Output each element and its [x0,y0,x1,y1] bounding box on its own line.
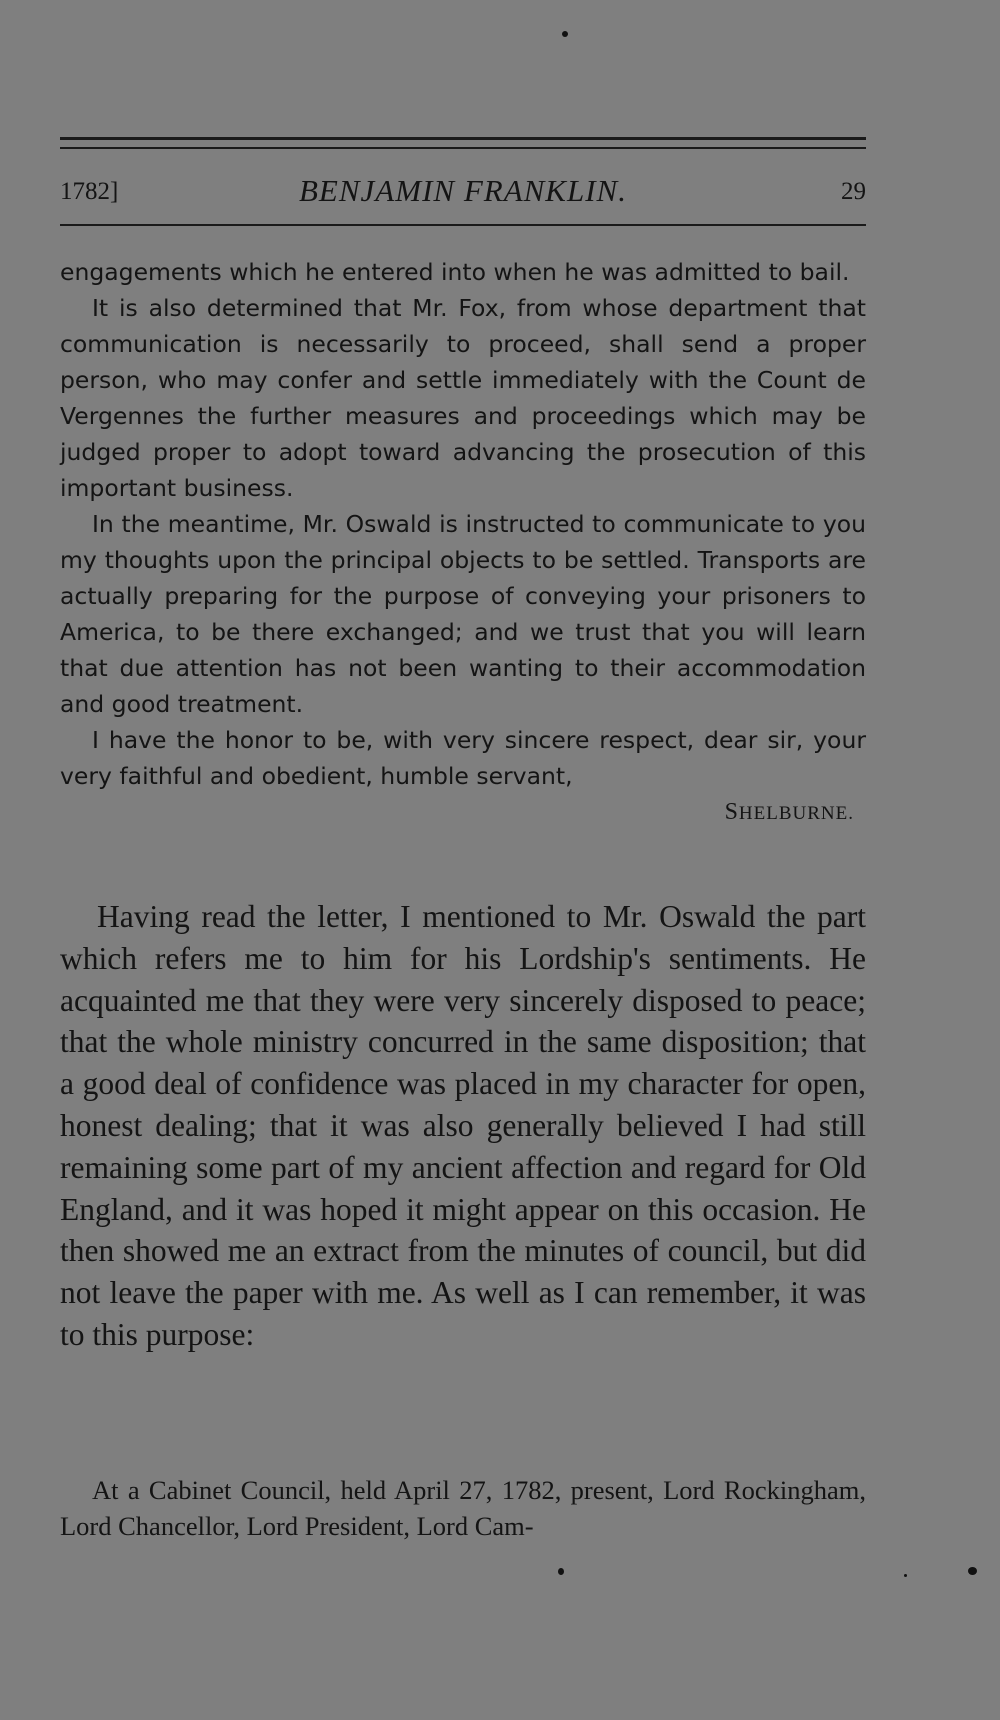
letter-paragraph-4: I have the honor to be, with very sincere respect, dear sir, your very faithful and obedient, humble servant, [60,726,866,790]
print-speck [968,1567,977,1575]
header-rule-top [60,137,866,140]
signature-initial: S [724,799,739,825]
running-head [60,170,866,214]
letter-signature [60,794,866,832]
narrative-paragraph: Having read the letter, I mentioned to Mr. Oswald the part which refers me to him for his Lordship's sentiments. He acquainted me that they were very sincerely disposed to peace; that the whole ministry concurred in the same disposition; that a good deal of confidence was placed in my character for open, honest dealing; that it was also generally believed I had still remaining some part of my ancient affection and regard for Old England, and it was hoped it might appear on this occasion. He then showed me an extract from the minutes of council, but did not leave the paper with me. As well as I can remember, it was to this purpose: [60,899,866,1352]
letter-paragraph-2: It is also determined that Mr. Fox, from whose department that communication is necessarily to proceed, shall send a proper person, who may confer and settle immediately with the Count de Vergennes the further measures and proceedings which may be judged proper to adopt toward advancing the prosecution of this important business. [60,294,866,502]
running-head-title: BENJAMIN FRANKLIN. [299,173,627,208]
council-minutes-paragraph: At a Cabinet Council, held April 27, 1782, present, Lord Rockingham, Lord Chancellor, Lord President, Lord Cam- [60,1475,866,1541]
print-speck [562,31,568,37]
running-head-year: 1782] [60,178,119,205]
letter-paragraph-3: In the meantime, Mr. Oswald is instructed to communicate to you my thoughts upon the principal objects to be settled. Transports are actually preparing for the purpose of conveying your prisoners to America, to be there exchanged; and we trust that you will learn that due attention has not been wanting to their accommodation and good treatment. [60,510,866,718]
print-speck [904,1574,907,1577]
page-number: 29 [841,178,866,205]
print-speck [558,1568,564,1575]
letter-paragraph-1: engagements which he entered into when he was admitted to bail. [60,258,850,286]
header-rule-bottom [60,224,866,226]
quoted-letter [60,254,866,832]
signature-rest: HELBURNE. [738,803,854,824]
header-rule-top-inner [60,147,866,149]
